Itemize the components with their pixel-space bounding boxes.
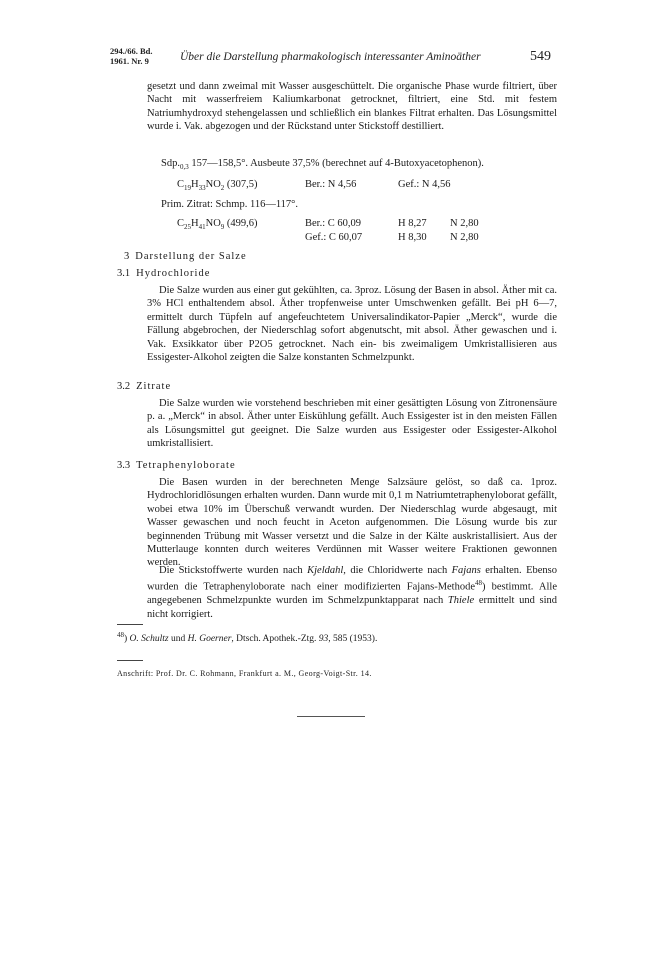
formula-1-text: $C_{19}H_{33}NO_2$ (307,5)	[177, 179, 258, 193]
section-title: Zitrate	[136, 381, 172, 392]
section-3-2-text: Die Salze wurden wie vorstehend beschrieben mit einer gesättigten Lösung von Zitronensäure p. a. „Merck“ in absol. Äther unter Eiskühlung gefällt. Auch Essigester ist in den meisten Fällen als Lösungsmittel gut geeignet. Die Salze wurden aus Essigester oder Essigester-Alkohol umkristallisiert.	[147, 398, 557, 450]
footnote-number: 48	[117, 631, 124, 639]
footnote-author-2: H. Goerner	[187, 634, 232, 645]
boiling-point-line	[161, 158, 484, 171]
footnote-text: und	[168, 634, 188, 645]
formula-1	[177, 179, 258, 192]
footnote-text: , Dtsch. Apothek.-Ztg.	[231, 634, 319, 645]
section-3-3-text-1: Die Basen wurden in der berechneten Menge Salzsäure gelöst, so daß ca. 1proz. Hydrochloridlösungen erhalten wurden. Dann wurde mit 0,1 m Natriumtetraphenyloborat gefällt, wobei etwa 10% im Überschuß verwandt wurden. Der Niederschlag wurde abgesaugt, mit Wasser gewaschen und noch feucht in Aceton aufgenommen. Die Lösung wurde bis zur beginnenden Trübung mit Wasser versetzt und die Salze in der Kälte auskristallisiert. Aus der Mutterlauge konnten durch weiteres Verdünnen mit Wasser weitere Fraktionen gewonnen werden.	[147, 477, 557, 569]
formula-2-ber-h: H 8,27	[398, 218, 427, 229]
footnote: $^{48}$) O. Schultz und H. Goerner, Dtsch. Apothek.-Ztg. 93, 585 (1953).	[117, 631, 378, 645]
formula-2-gef-n: N 2,80	[450, 232, 479, 243]
citrate-melting-point: Prim. Zitrat: Schmp. 116—117°.	[161, 199, 298, 210]
formula-2-text: $C_{25}H_{41}NO_9$ (499,6)	[177, 218, 258, 232]
section-title: Darstellung der Salze	[135, 251, 247, 262]
text-run: , die Chloridwerte nach	[343, 565, 452, 576]
year-issue-line: 1961. Nr. 9	[110, 56, 149, 66]
footnote-volume: 93	[318, 634, 329, 645]
running-title: Über die Darstellung pharmakologisch interessanter Aminoäther	[180, 51, 481, 63]
journal-volume	[110, 46, 153, 66]
text-run: ermittelt und sind nicht korrigiert.	[147, 595, 558, 620]
formula-2-ber-c: Ber.: C 60,09	[305, 218, 362, 229]
footnote-rule	[117, 624, 143, 625]
sdp-label: Sdp.	[161, 158, 180, 169]
section-3-3-text-2	[147, 564, 557, 621]
sdp-pressure: 0,3	[179, 163, 189, 172]
section-3-2-heading	[117, 381, 171, 392]
paragraph-workup: gesetzt und dann zweimal mit Wasser ausgeschüttelt. Die organische Phase wurde filtriert, über Nacht mit wasserfreiem Kaliumkarbonat getrocknet, filtriert, eine Std. mit festem Natriumhydroxyd stehengelassen und schließlich ein blankes Filtrat erhalten. Das Lösungsmittel wurde i. Vak. abgezogen und der Rückstand unter Stickstoff destilliert.	[147, 81, 557, 133]
formula-2-gef-c: Gef.: C 60,07	[305, 232, 363, 243]
author-kjeldahl: Kjeldahl	[307, 565, 344, 576]
section-title: Tetraphenyloborate	[136, 460, 236, 471]
author-fajans: Fajans	[451, 565, 481, 576]
author-address: Anschrift: Prof. Dr. C. Rohmann, Frankfurt a. M., Georg-Voigt-Str. 14.	[117, 669, 372, 678]
section-number: 3.3	[117, 460, 131, 471]
text-run: erhalten. Ebenso wurden die Tetraphenyloborate nach einer modifizierten Fajans-Methode	[147, 565, 557, 593]
section-3-1-text: Die Salze wurden aus einer gut gekühlten, ca. 3proz. Lösung der Basen in absol. Äther mit ca. 3% HCl enthaltendem absol. Äther tropfenweise unter Umschwenken gefällt. Bei pH 6—7, ermittelt durch Tüpfeln auf angefeuchtetem Universalindikator-Papier „Merck“, wurde die Fällung abgebrochen, der Niederschlag sofort abgenutscht, mit absol. Äther gewaschen und i. Vak. Exsikkator über P2O5 getrocknet. Nach ein- bis zweimaligem Umkristallisieren aus Essigester-Alkohol zeigten die Salze konstanten Schmelzpunkt.	[147, 285, 557, 364]
end-rule	[297, 716, 365, 717]
section-number: 3	[124, 251, 130, 262]
footnote-text: , 585 (1953).	[328, 634, 378, 645]
section-3-3-heading	[117, 460, 236, 471]
formula-1-gef: Gef.: N 4,56	[398, 179, 451, 190]
formula-2-ber-n: N 2,80	[450, 218, 479, 229]
footnote-author-1: O. Schultz	[129, 634, 169, 645]
section-number: 3.2	[117, 381, 131, 392]
address-rule	[117, 660, 143, 661]
volume-line: 294./66. Bd.	[110, 46, 153, 56]
author-thiele: Thiele	[447, 595, 475, 607]
formula-2	[177, 218, 258, 231]
section-3-heading	[124, 251, 247, 262]
section-title: Hydrochloride	[136, 268, 211, 279]
formula-2-gef-h: H 8,30	[398, 232, 427, 243]
text-run: Die Stickstoffwerte wurden nach	[159, 565, 308, 576]
page-number: 549	[530, 49, 551, 64]
formula-1-ber: Ber.: N 4,56	[305, 179, 357, 190]
section-number: 3.1	[117, 268, 131, 279]
sdp-values: 157—158,5°. Ausbeute 37,5% (berechnet auf 4-Butoxyacetophenon).	[188, 158, 484, 169]
section-3-1-heading	[117, 268, 210, 279]
text-run: ) bestimmt. Alle angegebenen Schmelzpunkte wurden im Schmelzpunktapparat nach	[147, 581, 557, 607]
footnote-ref: 48	[475, 579, 483, 588]
